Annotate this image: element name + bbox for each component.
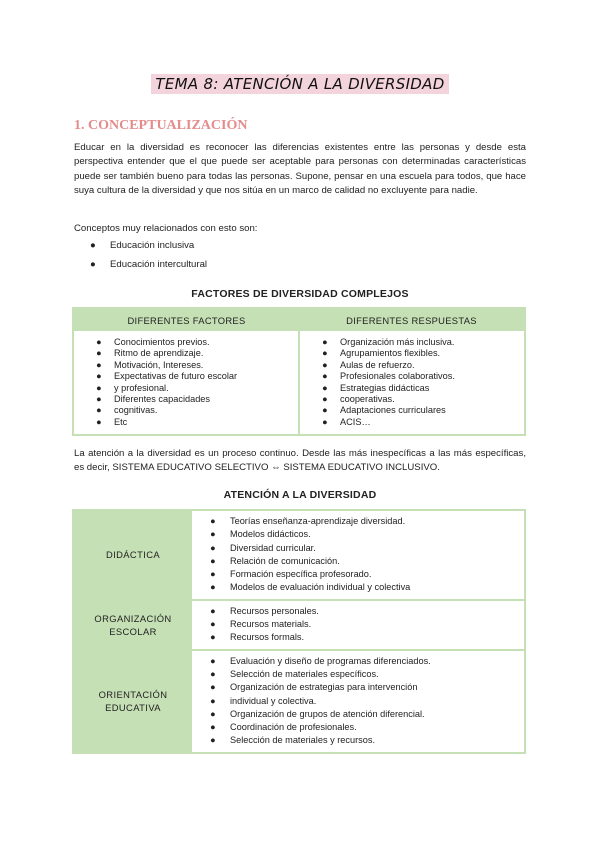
row-items [192,601,524,649]
list-item-text: Expectativas de futuro escolar [114,371,238,382]
list-item [322,348,524,359]
list-item-text: ACIS… [340,416,371,427]
list-item [210,515,524,528]
document-title: TEMA 8: ATENCIÓN A LA DIVERSIDAD [151,74,448,94]
row-label: ORGANIZACIÓN ESCOLAR [74,601,192,649]
list-item [96,394,298,405]
list-item [322,417,524,428]
row-item-list [210,515,524,595]
bullet-icon: ● [210,542,216,553]
list-item-text: Selección de materiales y recursos. [230,735,376,746]
list-item-text: Teorías enseñanza-aprendizaje diversidad. [230,516,406,526]
bullet-icon: ● [210,722,216,733]
row-item-list [210,655,524,748]
list-item-text: Conocimientos previos. [114,337,210,347]
column-header: DIFERENTES FACTORES [127,314,246,326]
bullet-icon: ● [322,416,328,427]
list-item [322,371,524,382]
table-body [74,331,524,434]
respuestas-column [300,331,524,434]
row-items [192,511,524,599]
table-header [74,309,524,331]
intro-paragraph: Educar en la diversidad es reconocer las diferencias existentes entre las personas y desde esta perspectiva entender que el que puede ser aceptable para personas con determinadas características puede ser también bueno para todas las personas. Supone, pensar en una escuela para todos, que hace suya cultura de la diversidad y que nos sitúa en un marco de calidad no excluyente para nadie. [74,142,526,197]
list-item [322,383,524,394]
table-row [74,649,524,752]
list-item-text: Formación específica profesorado. [230,569,372,580]
list-item-text: Organización de grupos de atención diferencial. [230,708,425,719]
list-item [210,618,524,631]
bullet-icon: ● [210,632,216,643]
bullet-icon: ● [96,359,102,370]
row-items [192,651,524,752]
list-item-text: Recursos materials. [230,619,312,630]
list-item-text: Agrupamientos flexibles. [340,348,441,359]
bullet-icon: ● [322,359,328,370]
list-item [210,542,524,555]
list-item [96,337,298,348]
list-item [96,360,298,371]
list-item [90,240,207,259]
list-item [210,568,524,581]
list-item [96,383,298,394]
continuum-paragraph: La atención a la diversidad es un proceso continuo. Desde las más inespecíficas a las más específicas, es decir, SISTEMA EDUCATIVO SELECTIVO ⇔ SISTEMA EDUCATIVO INCLUSIVO. [74,448,526,474]
bullet-icon: ● [210,582,216,593]
bullet-icon: ● [96,393,102,404]
table2-heading: ATENCIÓN A LA DIVERSIDAD [223,489,377,501]
list-item-text: Diferentes capacidades [114,393,211,404]
factores-list [96,337,298,428]
list-item-text: Educación intercultural [110,259,208,270]
table-row [74,511,524,599]
list-item-text: Etc [114,416,128,427]
concepts-list [90,240,207,278]
list-item-text: cooperativas. [340,393,395,404]
bullet-icon: ● [210,655,216,666]
list-item-text: Estrategias didácticas [340,382,430,393]
bullet-icon: ● [210,695,216,706]
list-item [322,394,524,405]
list-item-text: Modelos de evaluación individual y colectiva [230,582,411,593]
list-item [322,337,524,348]
bullet-icon: ● [210,619,216,630]
list-item-text: Profesionales colaborativos. [340,371,455,382]
section-title: 1. CONCEPTUALIZACIÓN [74,118,248,133]
table1-heading: FACTORES DE DIVERSIDAD COMPLEJOS [191,288,409,300]
bullet-icon: ● [96,416,102,427]
list-item-text: Coordinación de profesionales. [230,722,357,733]
factors-table [72,307,526,436]
bullet-icon: ● [210,605,216,616]
row-label: DIDÁCTICA [74,511,192,599]
bullet-icon: ● [322,393,328,404]
list-item [210,721,524,734]
list-item-text: individual y colectiva. [230,695,317,706]
bullet-icon: ● [96,405,102,416]
list-item-text: Modelos didácticos. [230,529,311,540]
concepts-intro: Conceptos muy relacionados con esto son: [74,223,258,234]
list-item [210,681,524,694]
attention-table [72,509,526,754]
list-item-text: Recursos personales. [230,605,319,616]
table-row [74,599,524,649]
bullet-icon: ● [322,382,328,393]
list-item [96,348,298,359]
list-item [210,734,524,747]
list-item-text: Aulas de refuerzo. [340,359,415,370]
list-item-text: Organización más inclusiva. [340,337,455,347]
list-item-text: cognitivas. [114,405,158,416]
bullet-icon: ● [210,682,216,693]
list-item-text: Recursos formals. [230,632,305,643]
bullet-icon: ● [96,371,102,382]
list-item-text: y profesional. [114,382,169,393]
row-label: ORIENTACIÓN EDUCATIVA [74,651,192,752]
bullet-icon: ● [96,337,102,347]
list-item [322,405,524,416]
list-item [96,417,298,428]
list-item [210,555,524,568]
row-item-list [210,605,524,645]
bullet-icon: ● [322,371,328,382]
list-item-text: Educación inclusiva [110,240,195,251]
bullet-icon: ● [210,708,216,719]
list-item-text: Organización de estrategias para intervención [230,682,418,693]
list-item-text: Adaptaciones curriculares [340,405,446,416]
list-item-text: Diversidad curricular. [230,542,316,553]
bullet-icon: ● [322,348,328,359]
bullet-icon: ● [210,555,216,566]
bullet-icon: ● [90,259,96,270]
list-item [90,259,207,278]
list-item-text: Evaluación y diseño de programas diferenciados. [230,655,431,666]
list-item [210,605,524,618]
bullet-icon: ● [322,337,328,347]
column-header: DIFERENTES RESPUESTAS [346,314,477,326]
bullet-icon: ● [90,240,96,251]
bullet-icon: ● [210,735,216,746]
list-item [210,695,524,708]
list-item [210,631,524,644]
list-item [322,360,524,371]
respuestas-list [322,337,524,428]
list-item [210,708,524,721]
title-wrap [0,74,600,94]
list-item-text: Motivación, Intereses. [114,359,204,370]
bullet-icon: ● [210,529,216,540]
bullet-icon: ● [96,348,102,359]
bullet-icon: ● [210,569,216,580]
list-item-text: Relación de comunicación. [230,555,340,566]
list-item-text: Selección de materiales específicos. [230,668,379,679]
bullet-icon: ● [210,668,216,679]
list-item [210,655,524,668]
list-item [210,668,524,681]
bullet-icon: ● [96,382,102,393]
list-item [210,528,524,541]
list-item-text: Ritmo de aprendizaje. [114,348,204,359]
list-item [96,371,298,382]
bullet-icon: ● [210,516,216,526]
bullet-icon: ● [322,405,328,416]
list-item [96,405,298,416]
list-item [210,581,524,594]
factores-column [74,331,300,434]
